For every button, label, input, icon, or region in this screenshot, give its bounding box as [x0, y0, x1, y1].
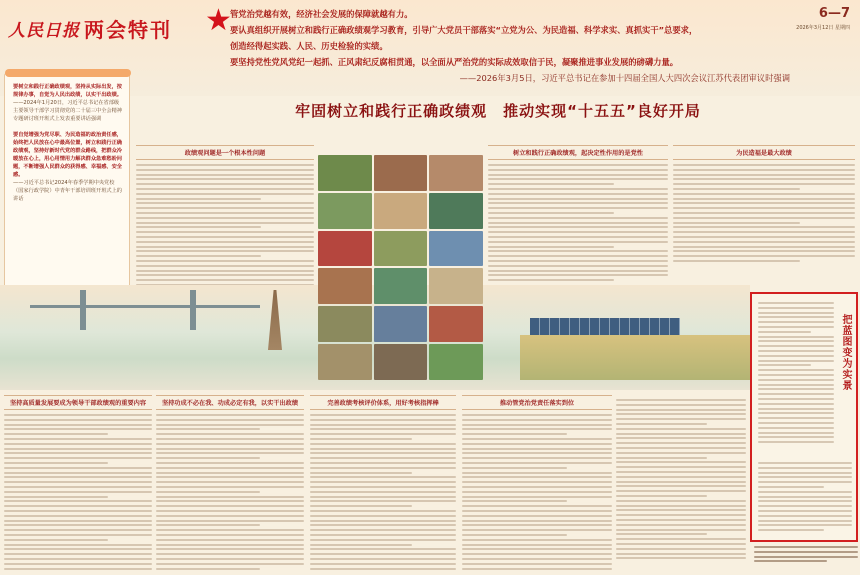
article-column: [4, 395, 152, 572]
column-body: [156, 414, 304, 570]
photo: [374, 344, 428, 380]
photo: [318, 306, 372, 342]
masthead-logo: 人民日报: [8, 20, 80, 41]
quote-line: 要坚持党性党风党纪一起抓、正风肃纪反腐相贯通，以全面从严治党的实际成效取信于民，凝聚推进事业发展的磅礴力量。: [230, 57, 679, 67]
photo: [318, 344, 372, 380]
column-body: [673, 164, 855, 262]
article-column: [156, 395, 304, 572]
star-icon: ★: [205, 3, 232, 38]
article-column: [673, 145, 855, 265]
column-body: [488, 164, 668, 281]
editor-credits: [754, 546, 858, 572]
quote-line: 要认真组织开展树立和践行正确政绩观学习教育，引导广大党员干部落实“立党为公、为民造福、科学求实、真抓实干”总要求，: [230, 25, 698, 35]
photo: [429, 268, 483, 304]
column-body: [4, 414, 152, 570]
page-number: 6—7: [818, 6, 850, 21]
column-heading: 坚持高质量发展要成为领导干部政绩观的重要内容: [4, 395, 152, 410]
column-heading: 政绩观问题是一个根本性问题: [136, 145, 314, 160]
quote-scroll: [4, 72, 130, 300]
page-date: 2026年3月12日 星期四: [796, 25, 850, 31]
photo: [429, 344, 483, 380]
photo: [374, 193, 428, 229]
article-column: [488, 145, 668, 284]
scroll-roller-top: [5, 69, 131, 77]
quote-line: 创造经得起实践、人民、历史检验的实绩。: [230, 41, 388, 51]
column-body: [462, 414, 612, 570]
photo-collage: [318, 155, 483, 380]
page-headline: 牢固树立和践行正确政绩观 推动实现“十五五”良好开局: [295, 102, 701, 120]
sidebar-box-body: [758, 462, 852, 534]
photo: [429, 193, 483, 229]
scroll-source: ——2024年1月20日，习近平总书记在省部级主要领导干部学习贯彻党的二十届三中全会精神专题研讨班开班式上发表重要讲话强调: [13, 100, 122, 122]
highlight-sidebar-box: [750, 292, 858, 542]
masthead: [8, 8, 208, 48]
article-column: [136, 145, 314, 294]
photo: [318, 155, 372, 191]
scroll-source: ——习近平总书记2024年春季学期中央党校（国家行政学院）中青年干部培训班开班式上的讲话: [13, 180, 122, 202]
photo: [429, 306, 483, 342]
photo: [374, 306, 428, 342]
photo: [318, 231, 372, 267]
photo: [374, 231, 428, 267]
photo: [429, 155, 483, 191]
quote-line: 管党治党越有效，经济社会发展的保障就越有力。: [230, 9, 413, 19]
column-heading: 坚持功成不必在我、功成必定有我，以实干出政绩: [156, 395, 304, 410]
column-body: [136, 164, 314, 291]
scroll-text: [13, 83, 123, 203]
sidebar-box-title: 把蓝图变为实景: [840, 314, 851, 391]
article-column: [310, 395, 456, 572]
sidebar-box-body: [758, 302, 834, 446]
quote-source: ——2026年3月5日，习近平总书记在参加十四届全国人大四次会议江苏代表团审议时强调: [459, 73, 790, 83]
photo: [318, 193, 372, 229]
photo: [318, 268, 372, 304]
column-body: [616, 399, 746, 559]
photo: [374, 155, 428, 191]
scroll-para: 要自觉增强为党尽职、为民造福的政治责任感，始终把人民放在心中最高位置，树立和践行正确政绩观，坚持好新时代党的群众路线，把群众冷暖放在心上，用心用情用力解决群众急难愁盼问题，不断增强人民群众的获得感、幸福感、安全感。: [13, 132, 122, 178]
bridge-illustration: [30, 305, 260, 331]
solar-panels-illustration: [530, 318, 680, 336]
column-heading: 推动管党治党责任落实到位: [462, 395, 612, 410]
article-column: [616, 395, 746, 562]
column-body: [310, 414, 456, 570]
column-heading: 树立和践行正确政绩观，起决定性作用的是党性: [488, 145, 668, 160]
masthead-title: 两会特刊: [84, 17, 172, 42]
scroll-para: 要树立和践行正确政绩观，坚持从实际出发，按规律办事，自觉为人民出政绩，以实干出政绩。: [13, 84, 122, 98]
wheat-field-illustration: [520, 335, 750, 380]
photo: [374, 268, 428, 304]
column-heading: 为民造福是最大政绩: [673, 145, 855, 160]
article-column: [462, 395, 612, 572]
photo: [429, 231, 483, 267]
leader-quote: [230, 6, 790, 86]
bridge-tower: [80, 290, 86, 330]
bridge-tower: [190, 290, 196, 330]
column-heading: 完善政绩考核评价体系，用好考核指挥棒: [310, 395, 456, 410]
